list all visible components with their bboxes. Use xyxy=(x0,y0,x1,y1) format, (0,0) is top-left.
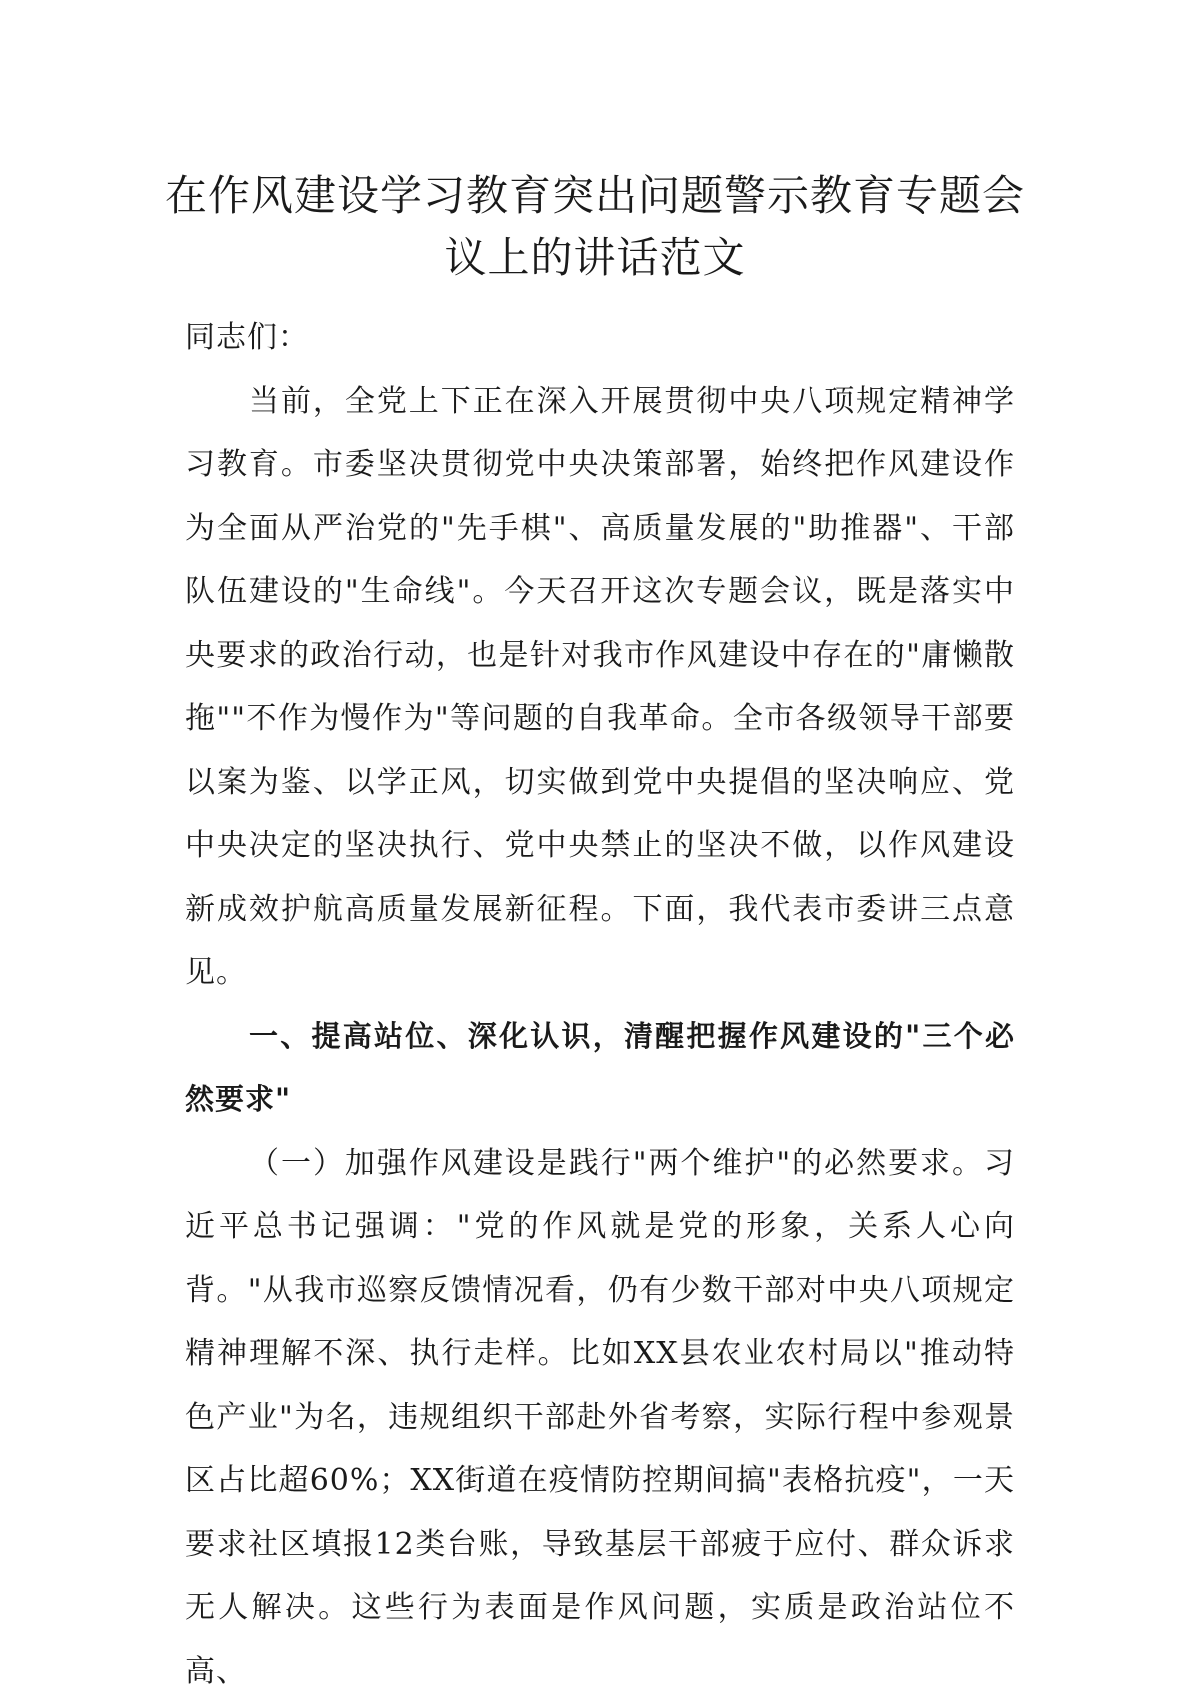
intro-paragraph: 当前，全党上下正在深入开展贯彻中央八项规定精神学习教育。市委坚决贯彻党中央决策部署，始终把作风建设作为全面从严治党的"先手棋"、高质量发展的"助推器"、干部队伍建设的"生命线"。今天召开这次专题会议，既是落实中央要求的政治行动，也是针对我市作风建设中存在的"庸懒散拖""不作为慢作为"等问题的自我革命。全市各级领导干部要以案为鉴、以学正风，切实做到党中央提倡的坚决响应、党中央决定的坚决执行、党中央禁止的坚决不做，以作风建设新成效护航高质量发展新征程。下面，我代表市委讲三点意见。 xyxy=(185,370,1015,1005)
subsection-paragraph: （一）加强作风建设是践行"两个维护"的必然要求。习近平总书记强调："党的作风就是党的形象，关系人心向背。"从我市巡察反馈情况看，仍有少数干部对中央八项规定精神理解不深、执行走样。比如XX县农业农村局以"推动特色产业"为名，违规组织干部赴外省考察，实际行程中参观景区占比超60%；XX街道在疫情防控期间搞"表格抗疫"，一天要求社区填报12类台账，导致基层干部疲于应付、群众诉求无人解决。这些行为表面是作风问题，实质是政治站位不高、 xyxy=(185,1132,1015,1703)
salutation: 同志们： xyxy=(185,306,1015,370)
section-heading: 一、提高站位、深化认识，清醒把握作风建设的"三个必然要求" xyxy=(185,1005,1015,1132)
document-body xyxy=(185,306,1015,1703)
document-title: 在作风建设学习教育突出问题警示教育专题会议上的讲话范文 xyxy=(150,165,1040,289)
